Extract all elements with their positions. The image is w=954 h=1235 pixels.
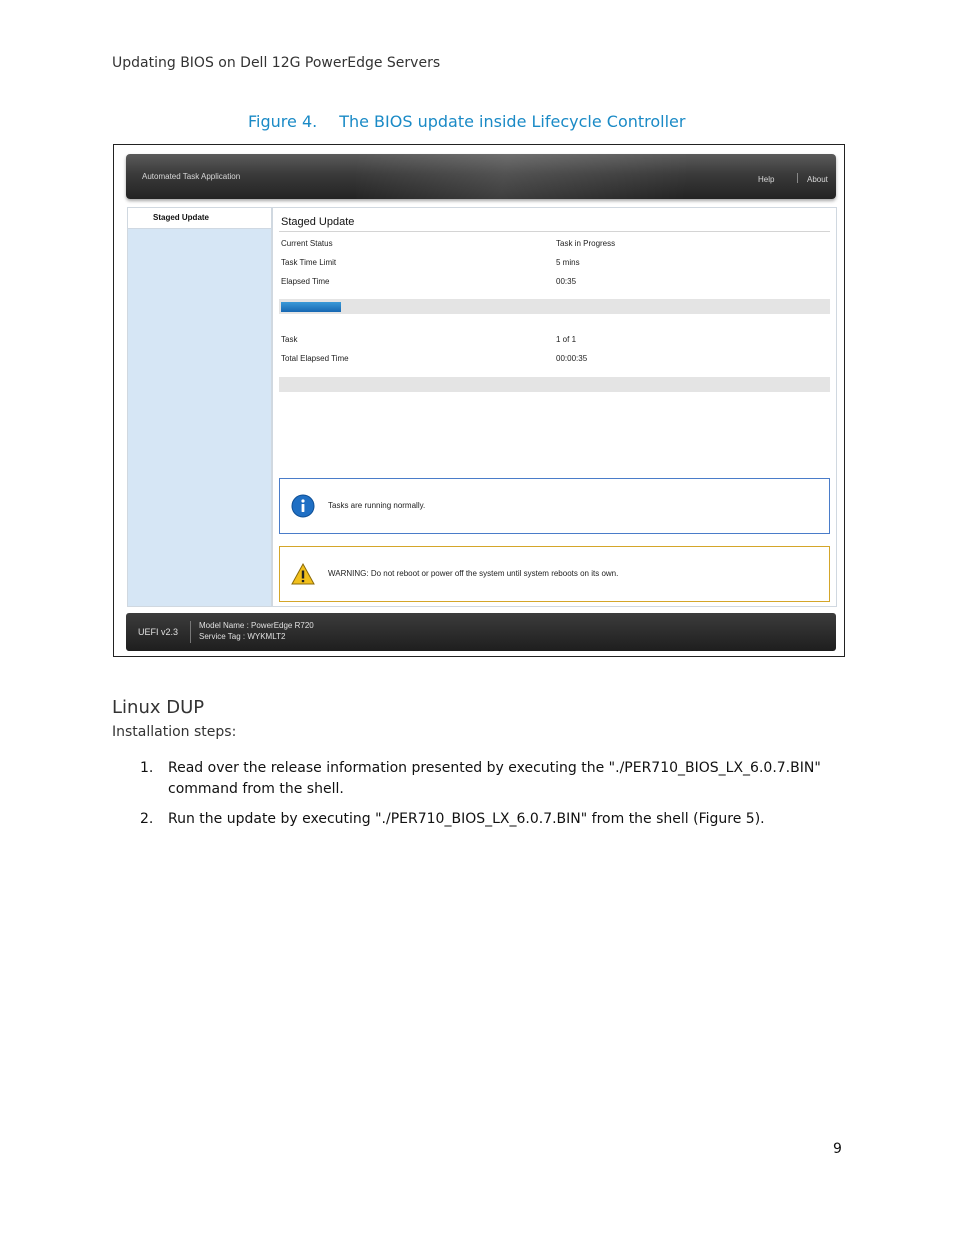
warning-message-text: WARNING: Do not reboot or power off the system until system reboots on its own. (328, 569, 619, 578)
help-link[interactable]: Help (758, 175, 775, 184)
row-label-total-elapsed-time: Total Elapsed Time (281, 354, 349, 363)
page-number: 9 (833, 1141, 842, 1157)
running-header: Updating BIOS on Dell 12G PowerEdge Servers (112, 55, 441, 71)
model-name: Model Name : PowerEdge R720 (199, 621, 314, 630)
figure-caption (248, 112, 685, 131)
progress-bar (279, 299, 830, 314)
app-title: Automated Task Application (142, 172, 241, 181)
app-footer (126, 613, 836, 651)
section-heading: Linux DUP (112, 697, 205, 718)
info-icon (291, 494, 315, 518)
figure-label: Figure 4. (248, 112, 318, 131)
info-message-box (279, 478, 830, 534)
step-2-text (168, 809, 848, 830)
step-1-line-1: Read over the release information presented by executing the "./PER710_BIOS_LX_6.0.7.BIN" (168, 760, 821, 776)
row-label-elapsed-time: Elapsed Time (281, 277, 330, 286)
footer-divider (190, 621, 191, 643)
header-sheen (356, 154, 686, 199)
step-2-line-1: Run the update by executing "./PER710_BIOS_LX_6.0.7.BIN" from the shell (Figure 5). (168, 811, 765, 827)
warning-icon (291, 562, 315, 586)
screenshot-frame (113, 144, 845, 657)
uefi-version: UEFI v2.3 (138, 627, 179, 637)
main-content (272, 207, 837, 607)
row-value-task-time-limit: 5 mins (556, 258, 580, 267)
app-header (126, 154, 836, 199)
row-value-elapsed-time: 00:35 (556, 277, 577, 286)
progress-bar-fill (281, 302, 341, 312)
row-value-current-status: Task in Progress (556, 239, 616, 248)
figure-title: The BIOS update inside Lifecycle Controller (339, 112, 686, 131)
header-link-divider (797, 173, 798, 183)
section-subheading: Installation steps: (112, 724, 237, 740)
service-tag: Service Tag : WYKMLT2 (199, 632, 286, 641)
row-value-total-elapsed-time: 00:00:35 (556, 354, 588, 363)
sidebar (127, 207, 272, 607)
content-title: Staged Update (281, 216, 355, 228)
step-1-text (168, 758, 848, 800)
info-message-text: Tasks are running normally. (328, 501, 426, 510)
warning-message-box (279, 546, 830, 602)
row-label-task-time-limit: Task Time Limit (281, 258, 337, 267)
step-1-line-2: command from the shell. (168, 781, 344, 797)
sidebar-item-staged-update[interactable] (128, 208, 271, 229)
secondary-progress-bar (279, 377, 830, 392)
sidebar-item-label: Staged Update (153, 213, 210, 222)
step-1-number: 1. (140, 760, 154, 776)
row-label-task: Task (281, 335, 298, 344)
about-link[interactable]: About (807, 175, 828, 184)
step-2-number: 2. (140, 811, 154, 827)
row-value-task: 1 of 1 (556, 335, 577, 344)
row-label-current-status: Current Status (281, 239, 333, 248)
title-divider (279, 231, 830, 232)
